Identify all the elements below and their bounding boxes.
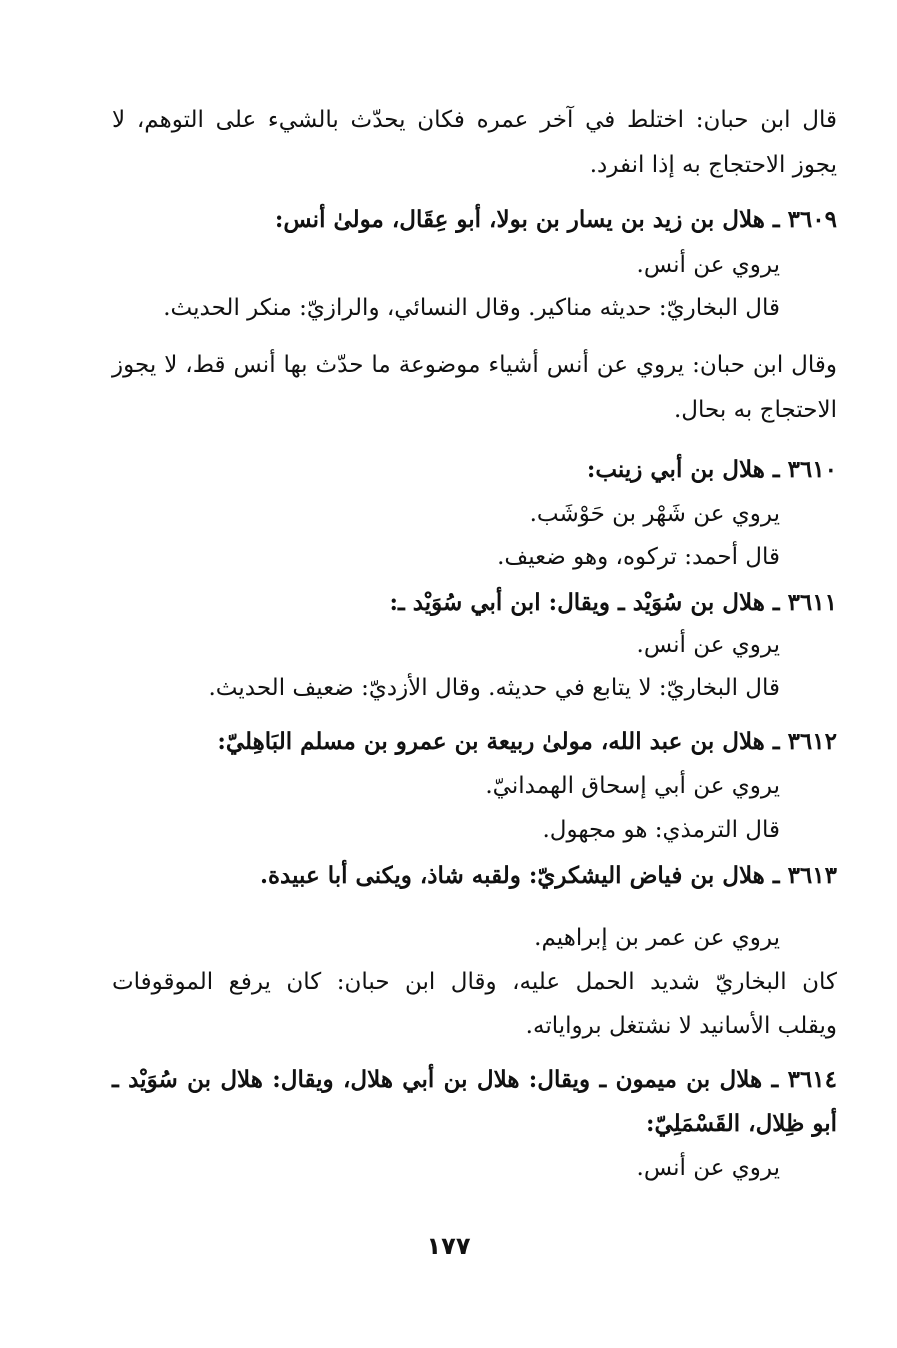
text-line: قال أحمد: تركوه، وهو ضعيف. — [497, 544, 780, 570]
text-line: قال ابن حبان: اختلط في آخر عمره فكان يحدّث بالشيء على التوهم، لا — [112, 107, 837, 133]
entry-heading: ٣٦١٢ ـ هلال بن عبد الله، مولىٰ ربيعة بن عمرو بن مسلم البَاهِليّ: — [217, 728, 837, 755]
text-line: يروي عن أنس. — [636, 1155, 780, 1181]
text-line: يروي عن عمر بن إبراهيم. — [534, 925, 780, 951]
text-line: الاحتجاج به بحال. — [674, 397, 837, 423]
text-line: قال البخاريّ: لا يتابع في حديثه. وقال الأزديّ: ضعيف الحديث. — [208, 675, 780, 701]
text-line: ويقلب الأسانيد لا نشتغل برواياته. — [525, 1013, 837, 1039]
text-line: قال البخاريّ: حديثه مناكير. وقال النسائي، والرازيّ: منكر الحديث. — [163, 295, 780, 321]
entry-heading-continuation: أبو ظِلال، القَسْمَلِيّ: — [646, 1110, 837, 1137]
text-line: وقال ابن حبان: يروي عن أنس أشياء موضوعة ما حدّث بها أنس قط، لا يجوز — [112, 352, 837, 378]
page-number: ١٧٧ — [426, 1232, 471, 1260]
entry-heading: ٣٦١١ ـ هلال بن سُوَيْد ـ ويقال: ابن أبي سُوَيْد ـ: — [389, 589, 837, 616]
text-line: قال الترمذي: هو مجهول. — [542, 817, 780, 843]
text-line: يجوز الاحتجاج به إذا انفرد. — [589, 152, 837, 178]
entry-heading: ٣٦٠٩ ـ هلال بن زيد بن يسار بن بولا، أبو عِقَال، مولىٰ أنس: — [274, 206, 837, 233]
entry-heading: ٣٦١٠ ـ هلال بن أبي زينب: — [586, 456, 837, 483]
text-line: كان البخاريّ شديد الحمل عليه، وقال ابن حبان: كان يرفع الموقوفات — [112, 969, 837, 995]
text-line: يروي عن شَهْر بن حَوْشَب. — [529, 501, 780, 527]
text-line: يروي عن أبي إسحاق الهمدانيّ. — [485, 773, 780, 799]
entry-heading: ٣٦١٤ ـ هلال بن ميمون ـ ويقال: هلال بن أبي هلال، ويقال: هلال بن سُوَيْد ـ — [112, 1066, 837, 1093]
text-line: يروي عن أنس. — [636, 632, 780, 658]
text-line: يروي عن أنس. — [636, 252, 780, 278]
entry-heading: ٣٦١٣ ـ هلال بن فياض اليشكريّ: ولقبه شاذ، ويكنى أبا عبيدة. — [259, 862, 837, 889]
